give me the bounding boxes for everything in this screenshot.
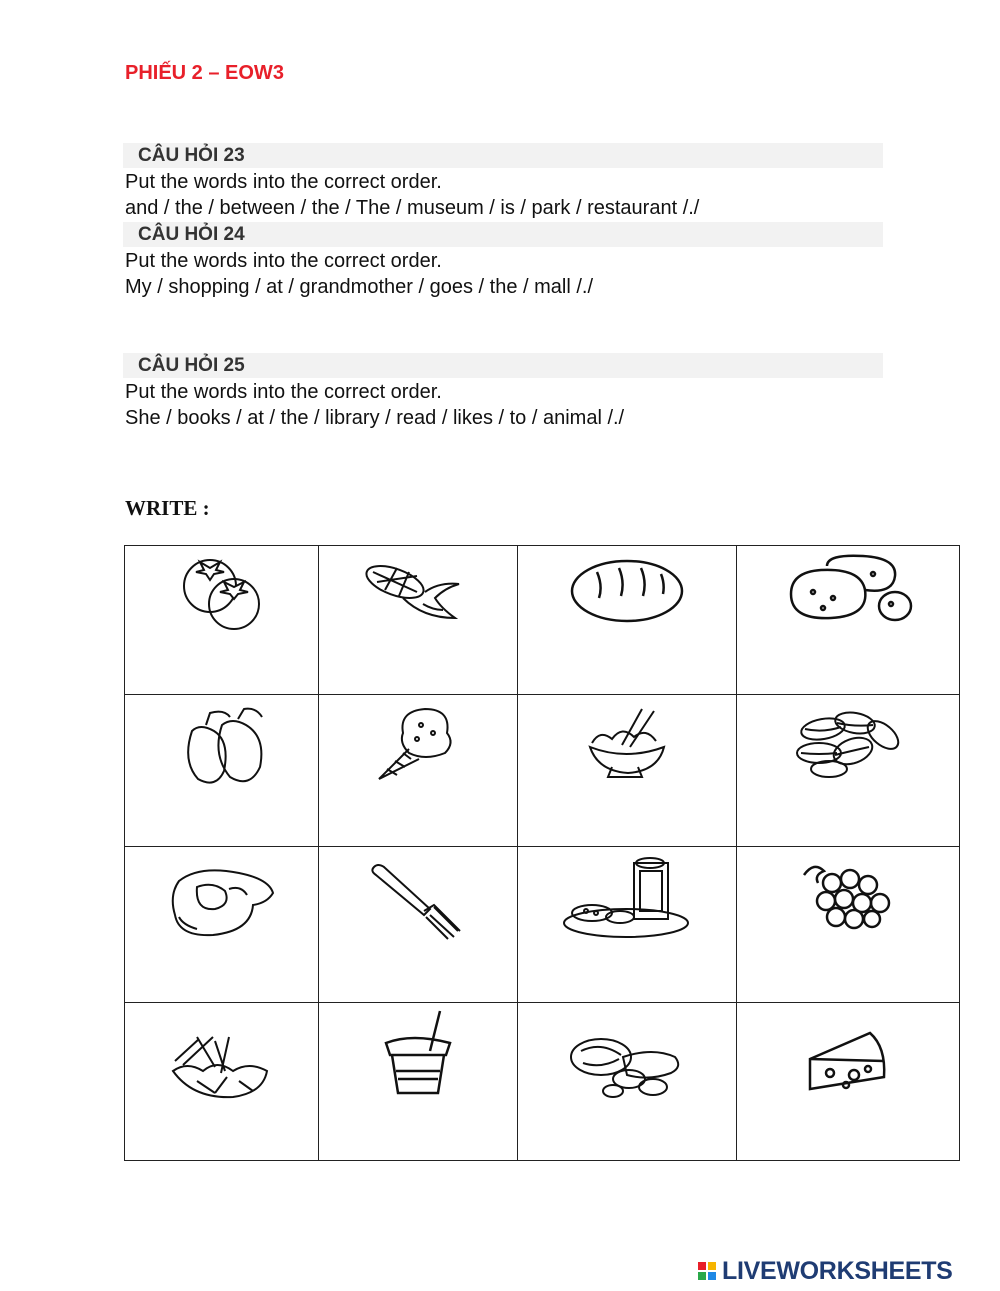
- grid-cell[interactable]: [319, 695, 518, 847]
- question-words: My / shopping / at / grandmother / goes / the / mall /./: [125, 276, 594, 298]
- snack-plate-icon: [562, 855, 692, 941]
- meat-icon: [167, 863, 277, 939]
- question-heading: CÂU HỎI 25: [138, 355, 245, 376]
- question-words: She / books / at / the / library / read / likes / to / animal /./: [125, 407, 625, 429]
- beans-icon: [793, 707, 903, 779]
- vegetables-icon: [167, 1031, 277, 1101]
- grid-cell[interactable]: [518, 847, 737, 1003]
- question-heading: CÂU HỎI 24: [138, 224, 245, 245]
- bread-icon: [569, 558, 685, 624]
- grid-cell[interactable]: [737, 546, 960, 695]
- question-instruction: Put the words into the correct order.: [125, 381, 442, 403]
- write-heading: WRITE :: [125, 496, 210, 520]
- grid-cell[interactable]: [125, 546, 319, 695]
- noodles-icon: [582, 707, 672, 781]
- cheese-icon: [806, 1029, 890, 1095]
- tomatoes-icon: [172, 552, 272, 632]
- question-heading: CÂU HỎI 23: [138, 145, 245, 166]
- grid-cell[interactable]: [737, 695, 960, 847]
- grid-cell[interactable]: [319, 847, 518, 1003]
- nuts-icon: [567, 1033, 687, 1103]
- grid-cell[interactable]: [518, 546, 737, 695]
- mangoes-icon: [172, 701, 272, 785]
- picture-grid: [124, 545, 960, 1161]
- logo-icon: [698, 1262, 716, 1280]
- question-words: and / the / between / the / The / museum / is / park / restaurant /./: [125, 197, 700, 219]
- fork-icon: [368, 861, 468, 941]
- potatoes-icon: [783, 554, 913, 626]
- grid-cell[interactable]: [319, 546, 518, 695]
- liveworksheets-logo: [698, 1256, 953, 1286]
- grapes-icon: [800, 859, 896, 935]
- grid-cell[interactable]: [125, 847, 319, 1003]
- grid-cell[interactable]: [319, 1003, 518, 1161]
- grid-cell[interactable]: [125, 1003, 319, 1161]
- brand-name: LIVEWORKSHEETS: [722, 1256, 953, 1285]
- yogurt-icon: [378, 1009, 458, 1099]
- grid-cell[interactable]: [737, 847, 960, 1003]
- corn-icon: [363, 558, 473, 628]
- grid-cell[interactable]: [518, 1003, 737, 1161]
- worksheet-title: PHIẾU 2 – EOW3: [125, 62, 284, 84]
- grid-cell[interactable]: [125, 695, 319, 847]
- question-instruction: Put the words into the correct order.: [125, 250, 442, 272]
- grid-cell[interactable]: [737, 1003, 960, 1161]
- ice-cream-icon: [373, 703, 463, 783]
- question-instruction: Put the words into the correct order.: [125, 171, 442, 193]
- grid-cell[interactable]: [518, 695, 737, 847]
